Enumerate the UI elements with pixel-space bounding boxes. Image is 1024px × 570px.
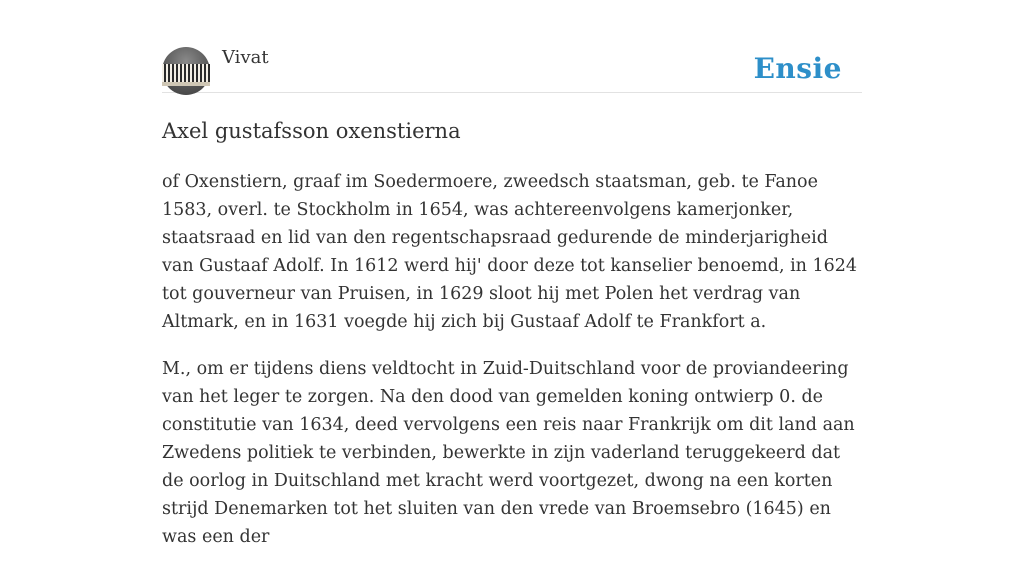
author-name[interactable]: Vivat <box>222 47 269 68</box>
header <box>162 46 862 93</box>
article-paragraph: of Oxenstiern, graaf im Soedermoere, zweedsch staatsman, geb. te Fanoe 1583, overl. te Stockholm in 1654, was achtereenvolgens kamerjonker, staatsraad en lid van den regentschapsraad gedurende de minderjarigheid van Gustaaf Adolf. In 1612 werd hij' door deze tot kanselier benoemd, in 1624 tot gouverneur van Pruisen, in 1629 sloot hij met Polen het verdrag van Altmark, en in 1631 voegde hij zich bij Gustaaf Adolf te Frankfort a. <box>162 172 858 332</box>
site-logo[interactable]: Ensie <box>753 52 842 85</box>
article-paragraph: M., om er tijdens diens veldtocht in Zuid-Duitschland voor de proviandeering van het leger te zorgen. Na den dood van gemelden koning ontwierp 0. de constitutie van 1634, deed vervolgens een reis naar Frankrijk om dit land aan Zwedens politiek te verbinden, bewerkte in zijn vaderland teruggekeerd dat de oorlog in Duitschland met kracht werd voortgezet, dwong na een korten strijd Denemarken tot het sluiten van den vrede van Broemsebro (1645) en was een der <box>162 359 855 547</box>
author-avatar[interactable] <box>162 47 210 95</box>
shelf-decoration <box>162 82 210 86</box>
bookshelf-icon <box>162 64 210 82</box>
article-title: Axel gustafsson oxenstierna <box>162 119 461 143</box>
article-body <box>162 168 862 570</box>
